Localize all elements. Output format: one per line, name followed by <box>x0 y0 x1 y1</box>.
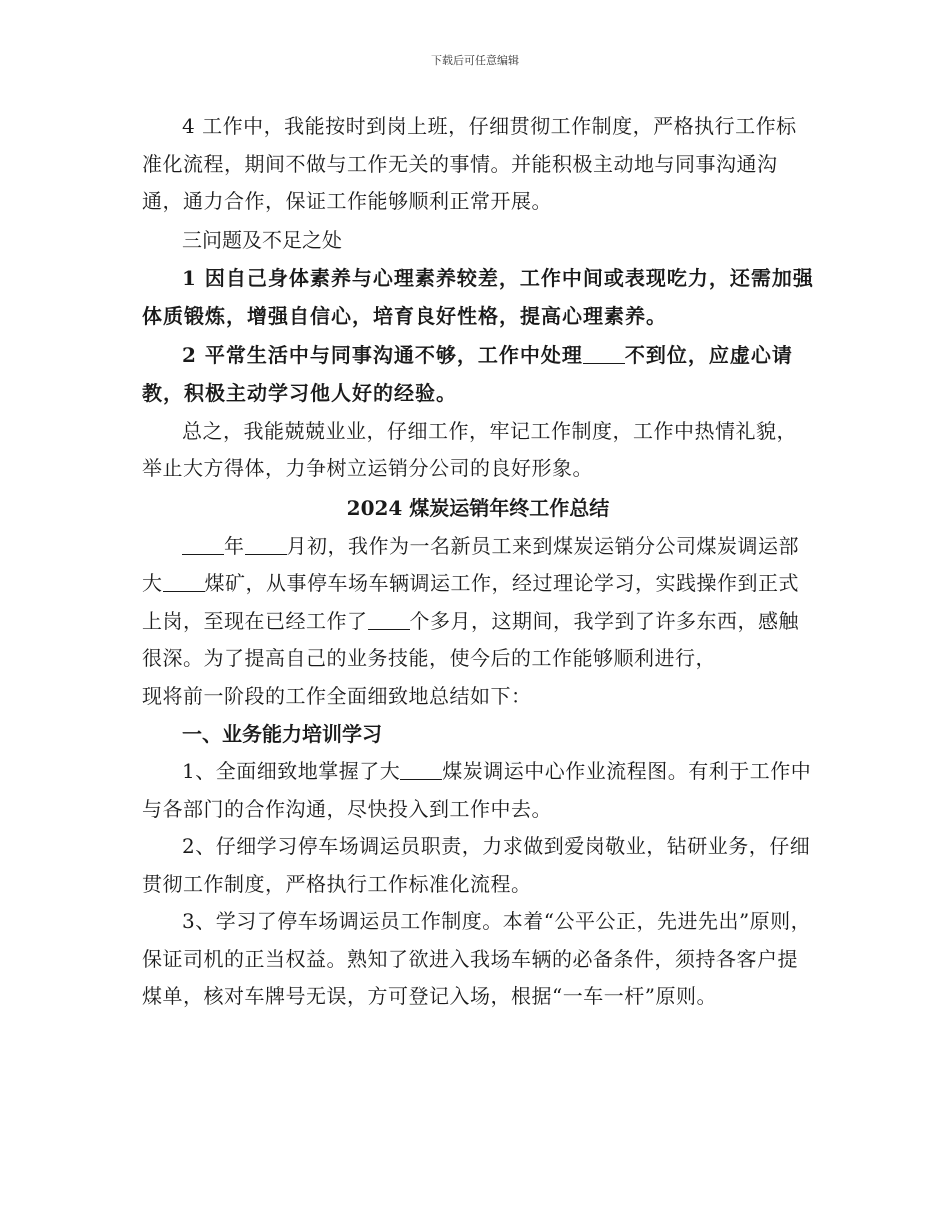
paragraph-intro <box>142 528 814 678</box>
paragraph-summary: 总之，我能兢兢业业，仔细工作，牢记工作制度，工作中热情礼貌，举止大方得体，力争树立运销分公司的良好形象。 <box>142 418 797 480</box>
paragraph-work-attitude: 4 工作中，我能按时到岗上班，仔细贯彻工作制度，严格执行工作标准化流程，期间不做与工作无关的事情。并能积极主动地与同事沟通沟通，通力合作，保证工作能够顺利正常开展。 <box>142 114 797 213</box>
blank-line <box>400 759 442 780</box>
intro-text-b: 月初，我作为一名新员工来到煤炭运销分公司煤炭调运 <box>286 533 779 558</box>
intro-text-d: 煤矿，从事停车场车辆调运工作，经过理论学习，实践操作到正式上岗，至现在已经工作了 <box>142 571 799 633</box>
document-title: 2024 煤炭运销年终工作总结 <box>346 495 610 520</box>
intro-text-a: 年 <box>224 533 245 558</box>
item-1-text-a: 1、全面细致地掌握了大 <box>182 759 401 783</box>
paragraph-item-3: 3、学习了停车场调运员工作制度。本着“公平公正，先进先出”原则，保证司机的正当权益。熟知了欲进入我场车辆的必备条件，须持各客户提煤单，核对车牌号无误，方可登记入场，根据“一车一杆”原则。 <box>142 909 812 1008</box>
paragraph-item-2: 2、仔细学习停车场调运员职责，力求做到爱岗敬业，钻研业务，仔细贯彻工作制度，严格执行工作标准化流程。 <box>142 834 811 896</box>
item-1-text-b: 煤炭调运中心作业流程图。有利于工作中与各部门的合作沟通，尽快投入到工作中去。 <box>142 759 812 821</box>
paragraph-intro-end: 现将前一阶段的工作全面细致地总结如下： <box>142 683 532 708</box>
paragraph-item-1 <box>142 753 814 828</box>
problem-2-text-a: 2 平常生活中与同事沟通不够，工作中处理 <box>182 342 583 367</box>
intro-text-c: 部大 <box>142 533 799 595</box>
problem-2-text-b: 不到位，应虚心请教，积极主动学习他人好的经验。 <box>142 342 793 405</box>
blank-line <box>163 571 205 592</box>
blank-line <box>583 343 625 364</box>
heading-problems: 三问题及不足之处 <box>182 227 342 252</box>
paragraph-problem-2 <box>142 336 814 413</box>
blank-line <box>368 609 410 630</box>
blank-line <box>182 534 224 555</box>
page-header-note: 下载后可任意编辑 <box>431 54 519 67</box>
document-body <box>142 108 814 1016</box>
section-heading-training: 一、业务能力培训学习 <box>182 722 382 746</box>
blank-line <box>245 534 287 555</box>
intro-text-e: 个多月，这期间，我学到了许多东西，感触很深。为了提高自己的业务技能，使今后的工作能够顺利进行， <box>142 608 799 670</box>
paragraph-problem-1: 1 因自己身体素养与心理素养较差，工作中间或表现吃力，还需加强体质锻炼，增强自信心，培育良好性格，提高心理素养。 <box>142 265 814 328</box>
